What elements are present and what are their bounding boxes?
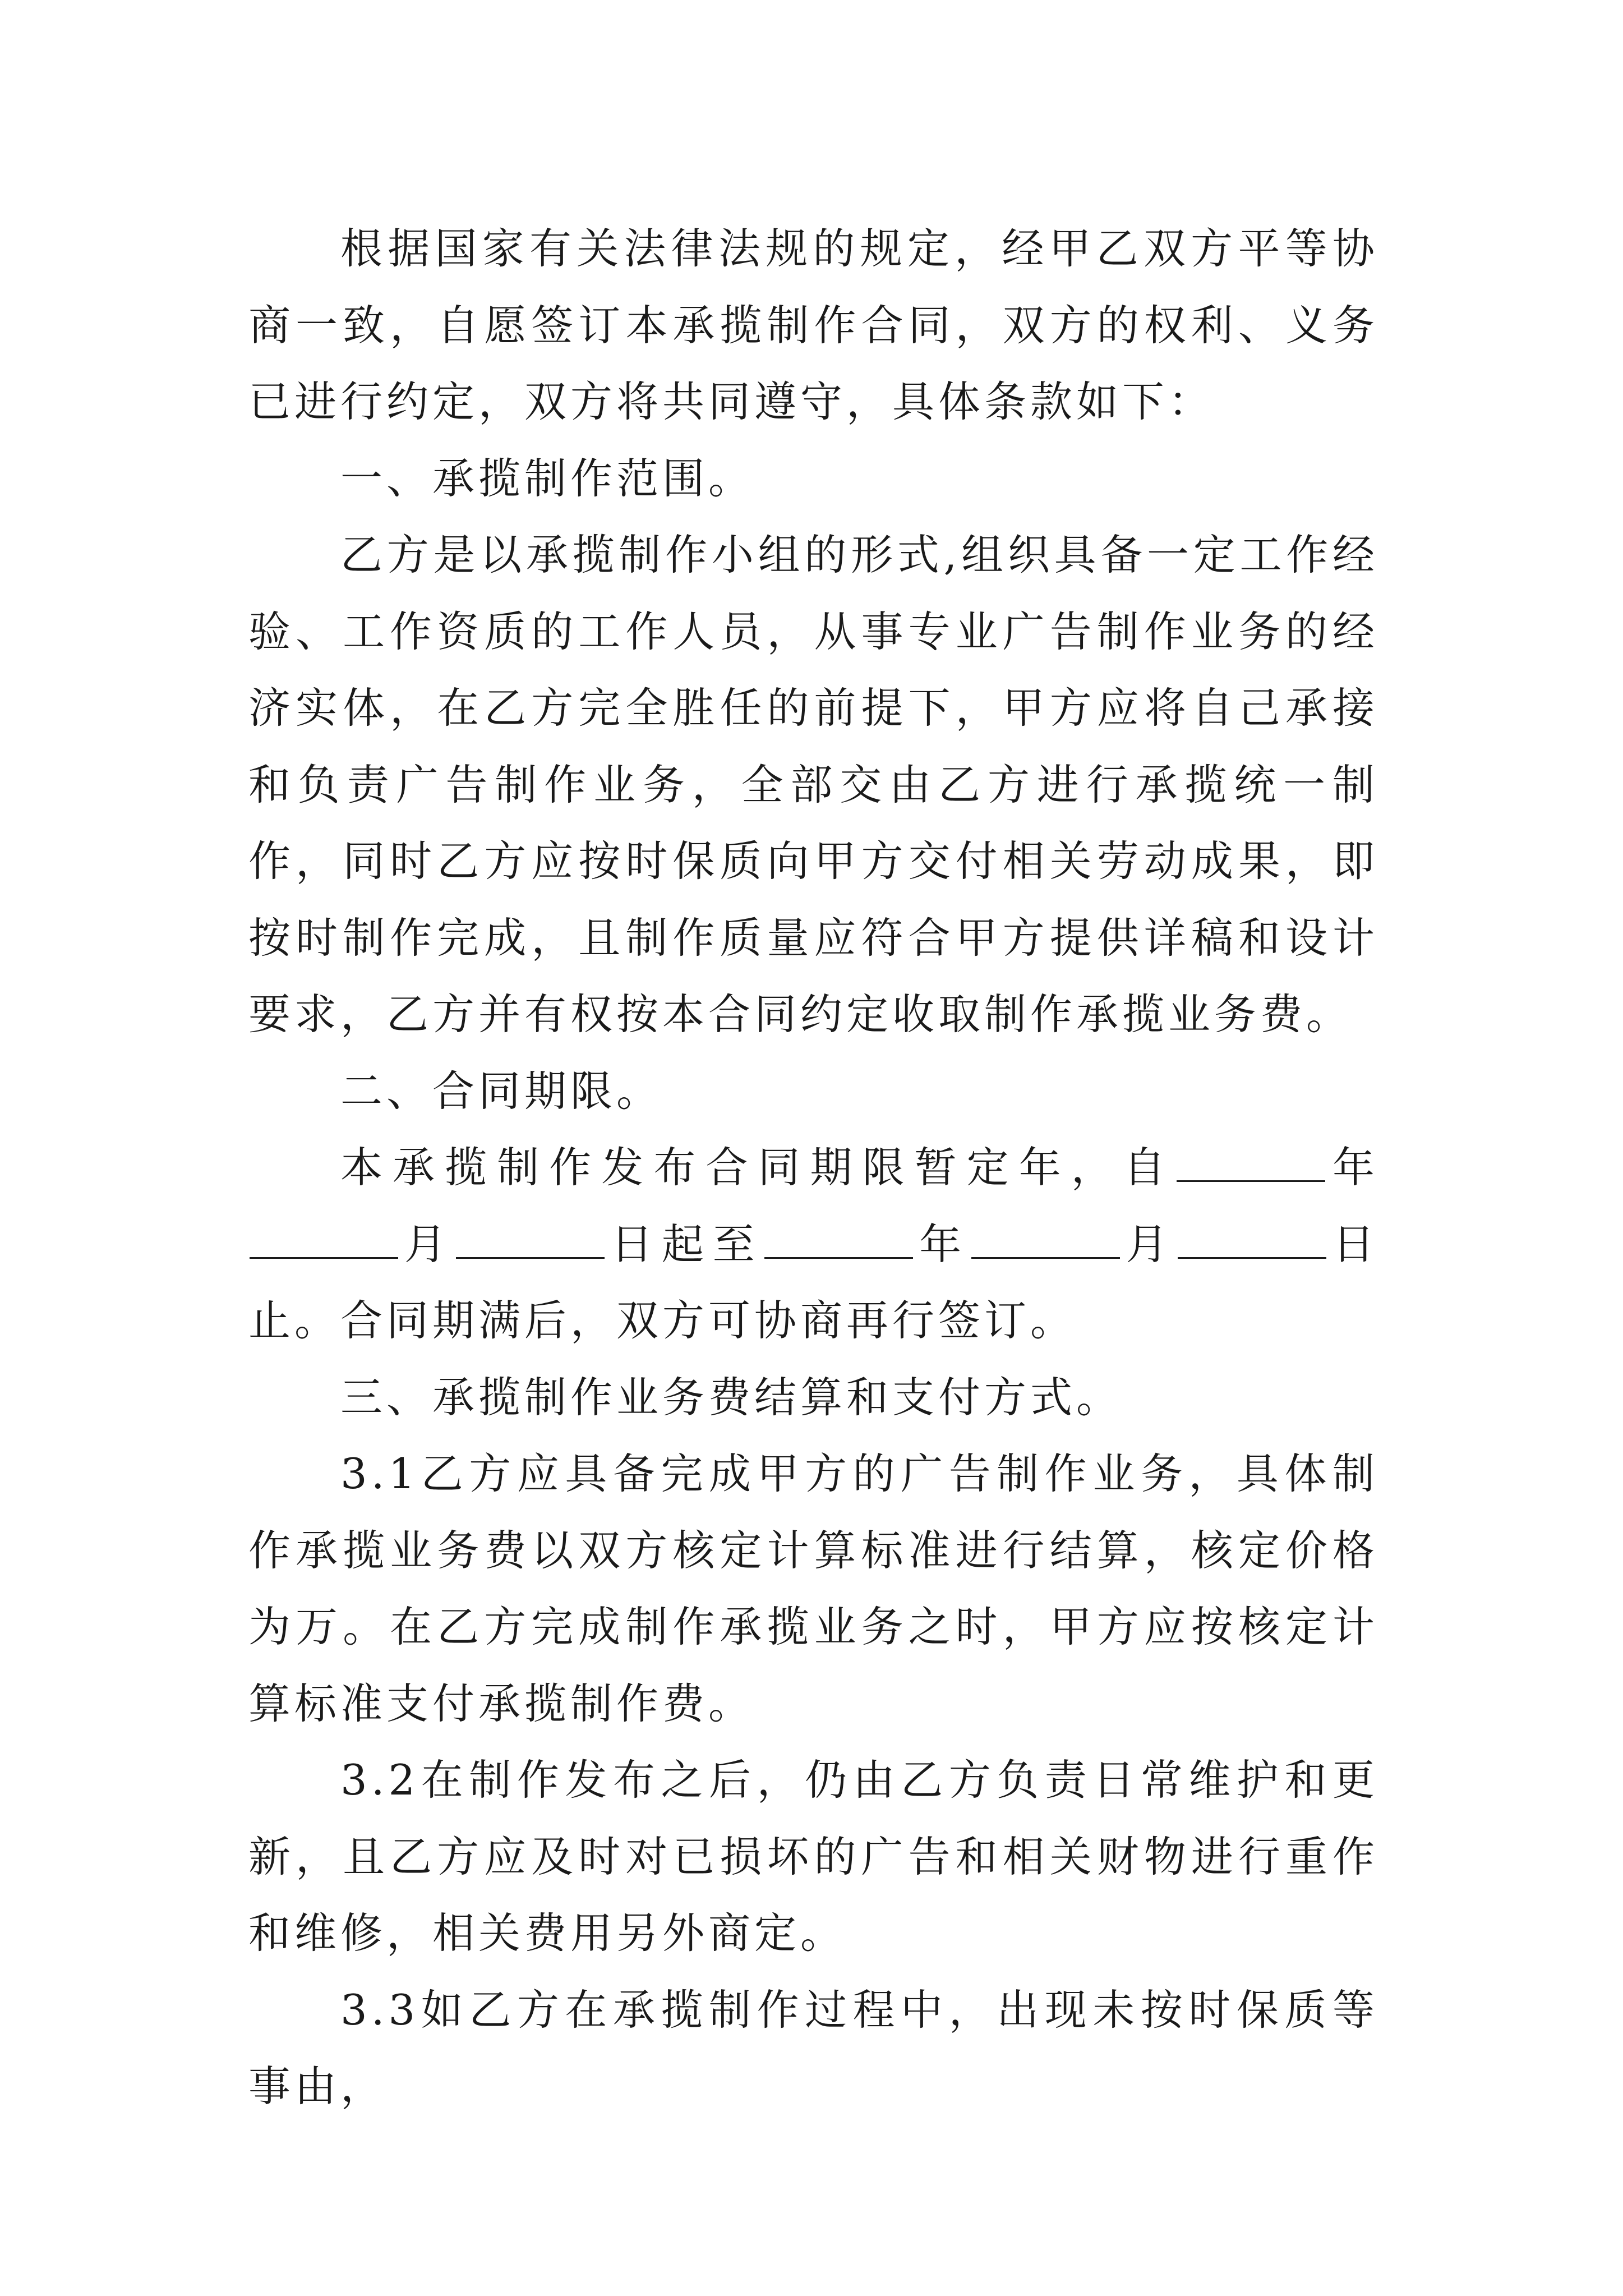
term-text-6: 月	[1121, 1219, 1177, 1269]
term-text-7: 日止。合同期满后，双方可协商再行签订。	[248, 1219, 1378, 1345]
term-clause-paragraph	[248, 1129, 1378, 1359]
clause-3-2-paragraph: 3.2在制作发布之后，仍由乙方负责日常维护和更新，且乙方应及时对已损坏的广告和相关财物进行重作和维修，相关费用另外商定。	[248, 1755, 1378, 1958]
section-1-paragraph: 乙方是以承揽制作小组的形式,组织具备一定工作经验、工作资质的工作人员，从事专业广告制作业务的经济实体，在乙方完全胜任的前提下，甲方应将自己承接和负责广告制作业务，全部交由乙方进行承揽统一制作，同时乙方应按时保质向甲方交付相关劳动成果，即按时制作完成，且制作质量应符合甲方提供详稿和设计要求，乙方并有权按本合同约定收取制作承揽业务费。	[248, 530, 1378, 1039]
term-text-5: 年	[914, 1219, 970, 1269]
term-text-4: 日起至	[606, 1219, 764, 1269]
section-3-heading: 三、承揽制作业务费结算和支付方式。	[340, 1372, 1123, 1422]
section-2-heading: 二、合同期限。	[340, 1066, 663, 1116]
start-day-blank	[456, 1213, 605, 1259]
clause-3-3-paragraph: 3.3如乙方在承揽制作过程中，出现未按时保质等事由，	[248, 1985, 1378, 2111]
end-month-blank	[971, 1213, 1120, 1259]
end-year-blank	[764, 1213, 913, 1259]
section-1-heading: 一、承揽制作范围。	[340, 453, 755, 503]
start-year-blank	[1177, 1137, 1325, 1182]
term-text-1: 本承揽制作发布合同期限暂定年，自	[340, 1143, 1175, 1192]
clause-3-1-paragraph: 3.1乙方应具备完成甲方的广告制作业务，具体制作承揽业务费以双方核定计算标准进行结算，核定价格为万。在乙方完成制作承揽业务之时，甲方应按核定计算标准支付承揽制作费。	[248, 1449, 1378, 1728]
end-day-blank	[1178, 1213, 1326, 1259]
term-text-3: 月	[399, 1219, 455, 1269]
document-body	[248, 210, 1378, 2125]
intro-paragraph: 根据国家有关法律法规的规定，经甲乙双方平等协商一致，自愿签订本承揽制作合同，双方的权利、义务已进行约定，双方将共同遵守，具体条款如下：	[248, 224, 1378, 426]
start-month-blank	[250, 1213, 398, 1259]
term-text-2: 年	[1326, 1143, 1378, 1192]
